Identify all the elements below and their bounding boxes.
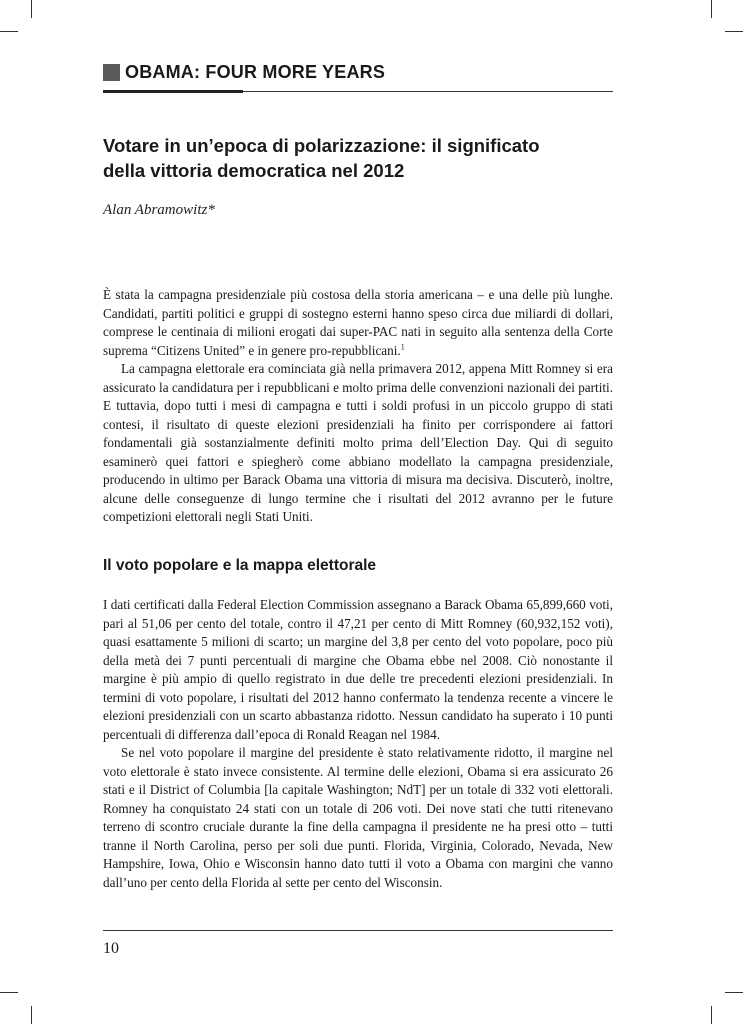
header-square-icon <box>103 64 120 81</box>
header-rule-accent <box>103 90 243 93</box>
intro-text <box>103 286 613 527</box>
running-header-title: OBAMA: FOUR MORE YEARS <box>125 62 386 82</box>
crop-mark <box>711 0 712 18</box>
article-title-line-1: Votare in un’epoca di polarizzazione: il significato <box>103 135 540 156</box>
page-number: 10 <box>103 940 119 957</box>
section-paragraph-1: I dati certificati dalla Federal Election Commission assegnano a Barack Obama 65,899,660 voti, pari al 51,06 per cento del totale, contro il 47,21 per cento di Mitt Romney (60,932,152 voti), quasi esattamente 5 milioni di scarto; un margine del 3,8 per cento del voto popolare, poco più della metà dei 7 punti percentuali di margine che Obama ebbe nel 2008. Ciò nonostante il margine è più ampio di quello registrato in due delle tre precedenti elezioni presidenziali. In termini di voto popolare, i risultati del 2012 hanno confermato la tendenza recente a vincere le elezioni presidenziali con un scarto abbastanza ridotto. Nessun candidato ha superato i 10 punti percentuali di differenza dall’epoca di Ronald Reagan nel 1984. <box>103 597 613 742</box>
article-title-line-2: della vittoria democratica nel 2012 <box>103 160 405 181</box>
footnote-ref[interactable]: 1 <box>400 342 405 352</box>
crop-mark <box>725 992 743 993</box>
crop-mark <box>711 1006 712 1024</box>
intro-paragraph-1-text: È stata la campagna presidenziale più costosa della storia americana – e una delle più lunghe. Candidati, partiti politici e gruppi di sostegno esterni hanno speso circa due miliardi di dollari, comprese le centinaia di milioni erogati dai super-PAC nati in seguito alla sentenza della Corte suprema “Citizens United” e in genere pro-repubblicani. <box>103 287 613 358</box>
crop-mark <box>725 31 743 32</box>
intro-paragraph-2: La campagna elettorale era cominciata già nella primavera 2012, appena Mitt Romney si era assicurato la candidatura per i repubblicani e molto prima delle convenzioni nazionali dei partiti. E tuttavia, dopo tutti i mesi di campagna e tutti i soldi profusi in un piccolo gruppo di stati contesi, il risultato di queste elezioni presidenziali ha finito per corrispondere ai fattori fondamentali già sostanzialmente definiti molto prima dell’Election Day. Qui di seguito esaminerò quei fattori e spiegherò come abbiano modellato la campagna presidenziale, producendo in ultimo per Barack Obama una vittoria di misura ma decisiva. Discuterò, inoltre, alcune delle conseguenze di lungo termine che i risultati del 2012 avranno per le future competizioni elettorali negli Stati Uniti. <box>103 361 613 524</box>
running-header <box>103 62 613 94</box>
footer-rule <box>103 930 613 931</box>
crop-mark <box>0 31 18 32</box>
crop-mark <box>0 992 18 993</box>
section-paragraph-2: Se nel voto popolare il margine del presidente è stato relativamente ridotto, il margine nel voto elettorale è stato invece consistente. Al termine delle elezioni, Obama si era assicurato 26 stati e il District of Columbia [la capitale Washington; NdT] per un totale di 332 voti elettorali. Romney ha conquistato 24 stati con un totale di 206 voti. Dei nove stati che tutti ritenevano terreno di scontro cruciale durante la fine della campagna il presidente ne ha presi otto – tutti tranne il North Carolina, perso per soli due punti. Florida, Virginia, Colorado, Nevada, New Hampshire, Iowa, Ohio e Wisconsin hanno dato tutti il voto a Obama con margini che vanno dall’uno per cento della Florida al sette per cento del Wisconsin. <box>103 745 613 890</box>
section-text <box>103 596 613 892</box>
section-heading: Il voto popolare e la mappa elettorale <box>103 557 377 574</box>
intro-paragraph-1 <box>103 286 613 360</box>
crop-mark <box>31 1006 32 1024</box>
article-author: Alan Abramowitz* <box>103 202 215 218</box>
crop-mark <box>31 0 32 18</box>
article-title <box>103 133 613 183</box>
